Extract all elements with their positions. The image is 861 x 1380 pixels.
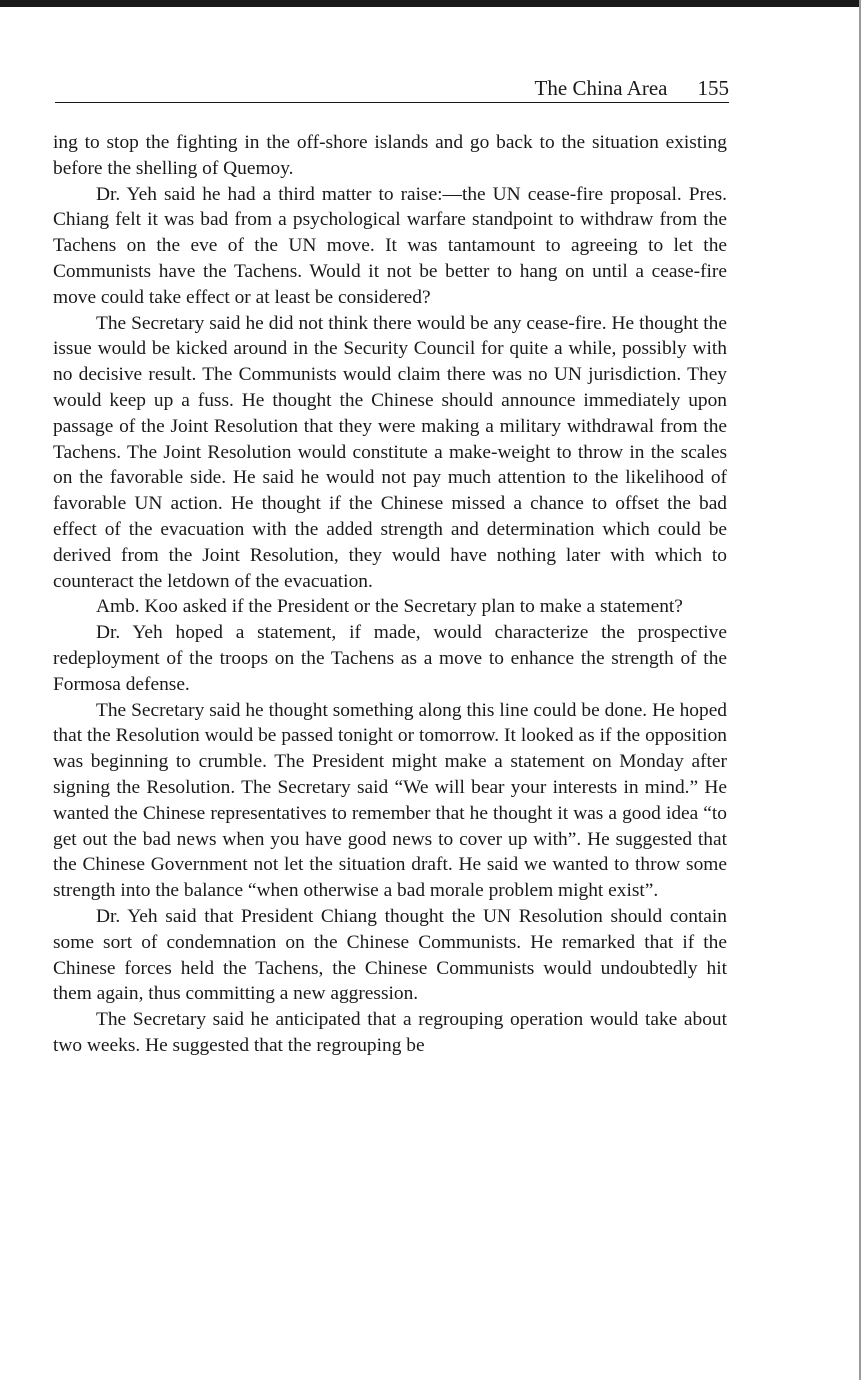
paragraph-continuation: ing to stop the fighting in the off-shore islands and go back to the situation existing before the shelling of Quemoy.: [53, 132, 727, 179]
paragraph: The Secretary said he thought something along this line could be done. He hoped that the Resolution would be passed tonight or tomorrow. It looked as if the opposition was beginning to crumble. The President might make a statement on Monday after signing the Resolution. The Secretary said “We will bear your interests in mind.” He wanted the Chinese representatives to remember that he thought it was a good idea “to get out the bad news when you have good news to cover up with”. He suggested that the Chinese Government not let the situation draft. He said we wanted to throw some strength into the balance “when otherwise a bad morale problem might exist”.: [53, 699, 727, 902]
page-top-edge: [0, 0, 861, 7]
paragraph: Dr. Yeh hoped a statement, if made, would characterize the prospective redeployment of the troops on the Tachens as a move to enhance the strength of the Formosa defense.: [53, 622, 727, 695]
paragraph: The Secretary said he did not think there would be any cease-fire. He thought the issue would be kicked around in the Security Council for quite a while, possibly with no decisive result. The Communists would claim there was no UN jurisdiction. They would keep up a fuss. He thought the Chinese should announce immediately upon passage of the Joint Resolution that they were making a military withdrawal from the Tachens. The Joint Resolution would constitute a make-weight to throw in the scales on the favorable side. He said he would not pay much attention to the likelihood of favorable UN action. He thought if the Chinese missed a chance to offset the bad effect of the evacuation with the added strength and determination which could be derived from the Joint Resolution, they would have nothing later with which to counteract the letdown of the evacuation.: [53, 312, 727, 592]
running-header: [55, 74, 729, 103]
paragraph: Amb. Koo asked if the President or the Secretary plan to make a statement?: [96, 596, 683, 618]
page-number: 155: [697, 76, 729, 100]
body-text: [53, 130, 727, 1059]
running-title: The China Area: [534, 76, 668, 100]
paragraph: The Secretary said he anticipated that a regrouping operation would take about two weeks. He suggested that the regrouping be: [53, 1009, 727, 1056]
paragraph: Dr. Yeh said he had a third matter to raise:—the UN cease-fire proposal. Pres. Chiang felt it was bad from a psychological warfare standpoint to withdraw from the Tachens on the eve of the UN move. It was tantamount to agreeing to let the Communists have the Tachens. Would it not be better to hang on until a cease-fire move could take effect or at least be considered?: [53, 183, 727, 308]
paragraph: Dr. Yeh said that President Chiang thought the UN Resolution should contain some sort of condemnation on the Chinese Communists. He remarked that if the Chinese forces held the Tachens, the Chinese Communists would undoubtedly hit them again, thus committing a new aggression.: [53, 905, 727, 1005]
